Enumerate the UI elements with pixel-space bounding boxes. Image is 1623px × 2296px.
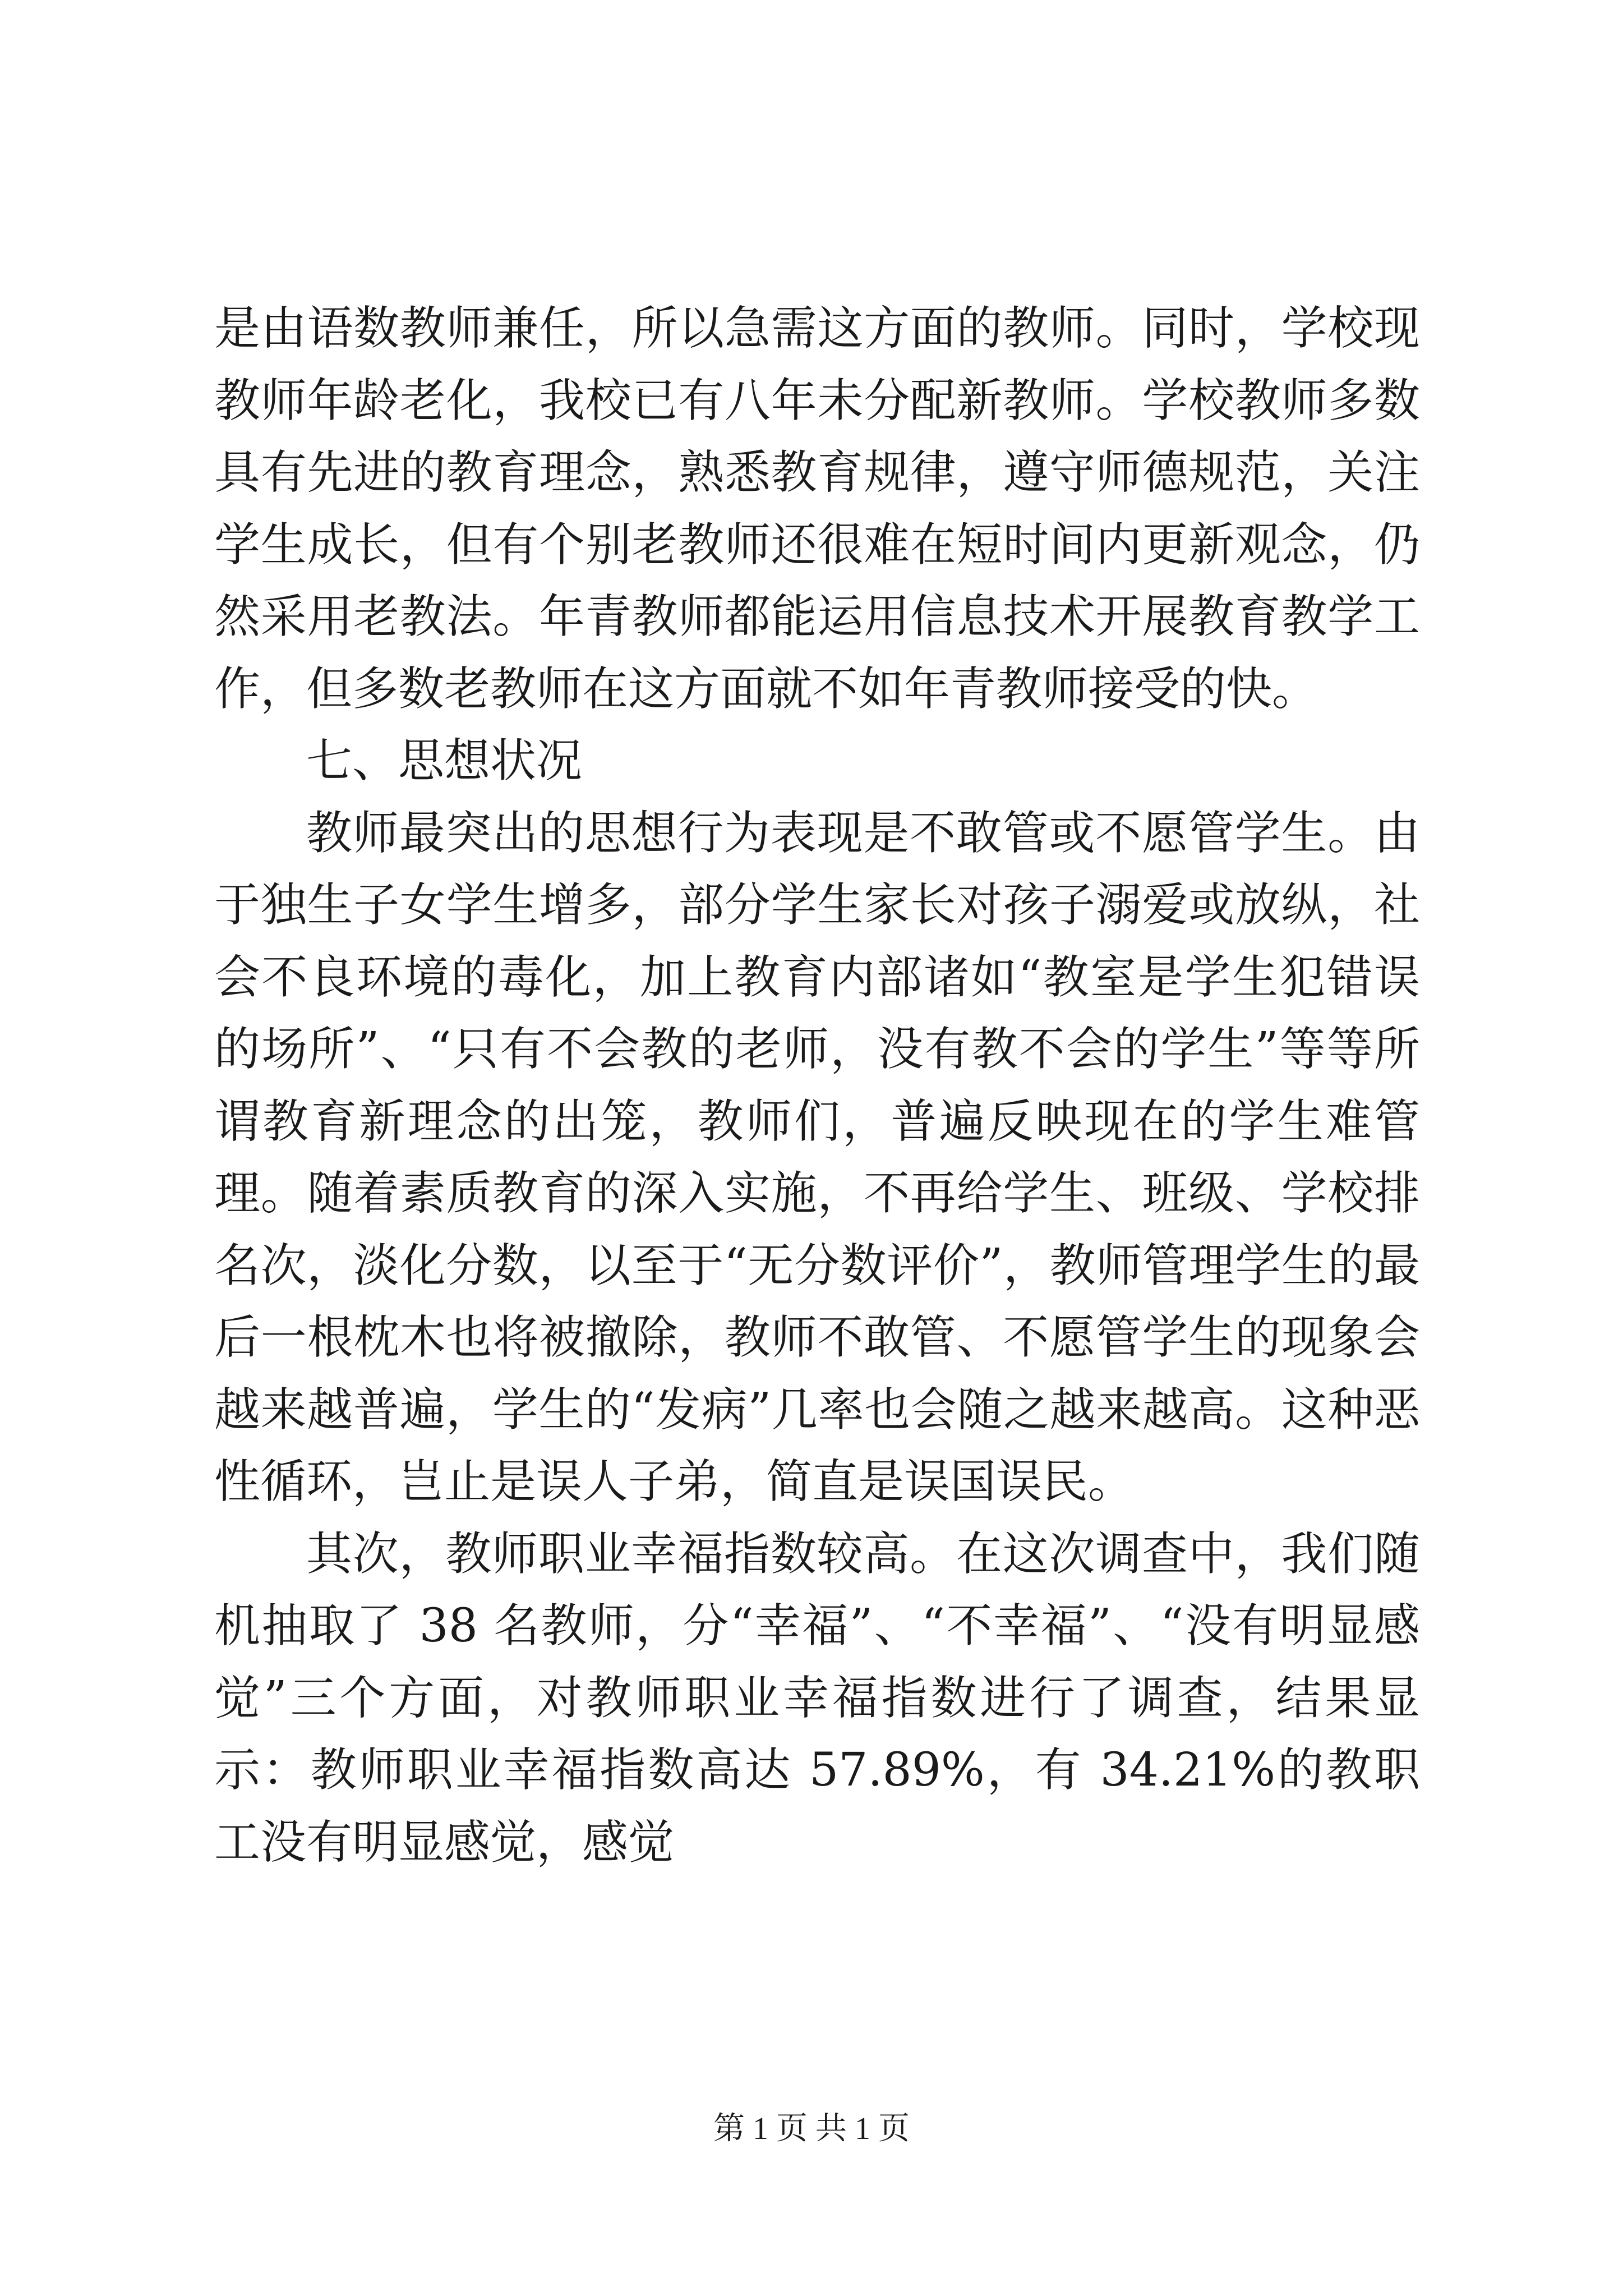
- page-footer: 第 1 页 共 1 页: [713, 2111, 910, 2146]
- paragraph-thought-status: 教师最突出的思想行为表现是不敢管或不愿管学生。由于独生子女学生增多，部分学生家长对孩子溺爱或放纵，社会不良环境的毒化，加上教育内部诸如“教室是学生犯错误的场所”、“只有不会教的老师，没有教不会的学生”等等所谓教育新理念的出笼，教师们，普遍反映现在的学生难管理。随着素质教育的深入实施，不再给学生、班级、学校排名次，淡化分数，以至于“无分数评价”，教师管理学生的最后一根枕木也将被撤除，教师不敢管、不愿管学生的现象会越来越普遍，学生的“发病”几率也会随之越来越高。这种恶性循环，岂止是误人子弟，简直是误国误民。: [214, 806, 1420, 1508]
- paragraph-happiness-index: 其次，教师职业幸福指数较高。在这次调查中，我们随机抽取了 38 名教师，分“幸福”、“不幸福”、“没有明显感觉”三个方面，对教师职业幸福指数进行了调查，结果显示：教师职业幸福指数高达 57.89%，有 34.21%的教职工没有明显感觉，感觉: [214, 1527, 1420, 1869]
- section-heading: 七、思想状况: [306, 734, 583, 788]
- paragraph-continuation: 是由语数教师兼任，所以急需这方面的教师。同时，学校现教师年龄老化，我校已有八年未分配新教师。学校教师多数具有先进的教育理念，熟悉教育规律，遵守师德规范，关注学生成长，但有个别老教师还很难在短时间内更新观念，仍然采用老教法。年青教师都能运用信息技术开展教育教学工作，但多数老教师在这方面就不如年青教师接受的快。: [214, 302, 1420, 716]
- body-text: [214, 293, 1420, 1879]
